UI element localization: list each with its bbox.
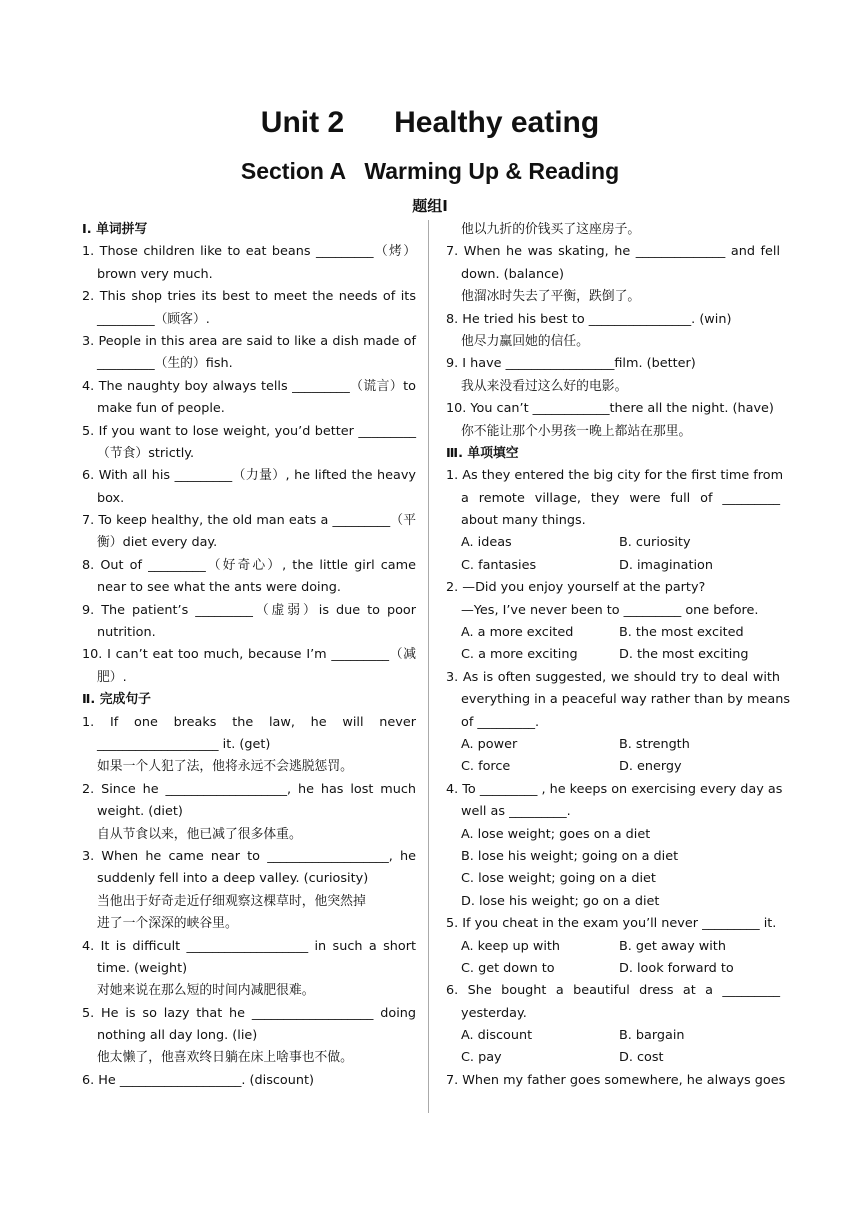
text-line: 他以九折的价钱买了这座房子。 bbox=[461, 222, 641, 237]
text-line: 你不能让那个小男孩一晚上都站在那里。 bbox=[461, 423, 692, 439]
answer-options-row bbox=[446, 622, 780, 644]
text-line: 肥）. bbox=[97, 669, 127, 685]
text-line: 进了一个深深的峡谷里。 bbox=[97, 916, 238, 932]
text-line: 他尽力赢回她的信任。 bbox=[461, 333, 589, 349]
answer-option: D. imagination bbox=[619, 557, 713, 573]
text-line: 2. This shop tries its best to meet the needs of its bbox=[82, 289, 416, 305]
section-heading: Ⅲ. 单项填空 bbox=[446, 445, 519, 461]
text-line: 1. Those children like to eat beans _________（烤） bbox=[82, 244, 416, 260]
text-line: 9. I have _________________film. (better) bbox=[446, 356, 696, 372]
text-line: box. bbox=[97, 490, 125, 506]
answer-option: B. the most excited bbox=[619, 625, 744, 641]
answer-option: A. power bbox=[461, 736, 518, 752]
text-line: 7. When he was skating, he ______________ and fell bbox=[446, 244, 780, 260]
text-line: 5. If you want to lose weight, you’d better _________ bbox=[82, 423, 416, 439]
text-line: 3. As is often suggested, we should try to deal with bbox=[446, 669, 780, 685]
text-line: 7. To keep healthy, the old man eats a _________（平 bbox=[82, 513, 416, 529]
column-divider bbox=[428, 220, 429, 1113]
answer-options-row bbox=[446, 958, 780, 980]
answer-options-row bbox=[446, 936, 780, 958]
text-line: 7. When my father goes somewhere, he always goes bbox=[446, 1072, 786, 1088]
text-line: 8. Out of _________（好奇心）, the little girl came bbox=[82, 557, 416, 573]
answer-option: D. the most exciting bbox=[619, 647, 749, 663]
section-title: Section A Warming Up & Reading bbox=[240, 158, 620, 184]
text-line: near to see what the ants were doing. bbox=[97, 580, 341, 596]
text-line: C. lose weight; going on a diet bbox=[461, 871, 656, 887]
text-line: 2. —Did you enjoy yourself at the party? bbox=[446, 580, 706, 596]
answer-option: C. get down to bbox=[461, 960, 555, 976]
text-line: —Yes, I’ve never been to _________ one before. bbox=[461, 602, 759, 618]
text-line: 8. He tried his best to ________________. (win) bbox=[446, 311, 732, 327]
text-line: well as _________. bbox=[461, 804, 571, 820]
answer-options-row bbox=[446, 532, 780, 554]
text-line: _________（顾客）. bbox=[97, 311, 210, 327]
answer-option: C. pay bbox=[461, 1050, 502, 1066]
right-column bbox=[446, 219, 791, 1092]
answer-option: C. a more exciting bbox=[461, 647, 578, 663]
section-heading: Ⅰ. 单词拼写 bbox=[82, 222, 148, 237]
text-line: 自从节食以来，他已减了很多体重。 bbox=[97, 826, 302, 842]
text-line: 1. As they entered the big city for the first time from bbox=[446, 468, 784, 484]
text-line: 5. He is so lazy that he ___________________ doing bbox=[82, 1005, 416, 1021]
answer-option: B. get away with bbox=[619, 938, 726, 954]
text-line: 6. He ___________________. (discount) bbox=[82, 1072, 314, 1088]
answer-option: B. strength bbox=[619, 736, 690, 752]
text-line: nutrition. bbox=[97, 625, 156, 641]
answer-option: A. keep up with bbox=[461, 938, 561, 954]
text-line: 衡）diet every day. bbox=[97, 535, 218, 551]
answer-option: D. cost bbox=[619, 1050, 664, 1066]
text-line: time. (weight) bbox=[97, 960, 188, 976]
text-line: ___________________ it. (get) bbox=[97, 736, 271, 752]
text-line: D. lose his weight; go on a diet bbox=[461, 893, 660, 909]
text-line: 9. The patient’s _________（虚弱）is due to poor bbox=[82, 602, 416, 618]
text-line: 10. I can’t eat too much, because I’m _________（减 bbox=[82, 647, 416, 663]
text-line: of _________. bbox=[461, 714, 540, 730]
answer-option: B. bargain bbox=[619, 1028, 685, 1044]
text-line: A. lose weight; goes on a diet bbox=[461, 826, 651, 842]
answer-options-row bbox=[446, 734, 780, 756]
text-line: 1. If one breaks the law, he will never bbox=[82, 714, 416, 730]
answer-option: D. look forward to bbox=[619, 960, 734, 976]
text-line: _________（生的）fish. bbox=[97, 356, 233, 372]
text-line: make fun of people. bbox=[97, 401, 225, 417]
text-line: 4. The naughty boy always tells _________（谎言）to bbox=[82, 378, 416, 394]
group-label: 题组Ⅰ bbox=[412, 197, 448, 215]
text-line: 如果一个人犯了法，他将永远不会逃脱惩罚。 bbox=[97, 759, 353, 775]
section-heading: Ⅱ. 完成句子 bbox=[82, 692, 151, 708]
text-line: 他溜冰时失去了平衡，跌倒了。 bbox=[461, 289, 641, 305]
answer-options-row bbox=[446, 1047, 780, 1069]
answer-option: C. force bbox=[461, 759, 511, 775]
answer-option: C. fantasies bbox=[461, 557, 537, 573]
answer-options-row bbox=[446, 644, 780, 666]
text-line: 5. If you cheat in the exam you’ll never _________ it. bbox=[446, 916, 777, 932]
text-line: 10. You can’t ____________there all the night. (have) bbox=[446, 401, 774, 417]
left-column bbox=[82, 219, 416, 1092]
text-line: 当他出于好奇走近仔细观察这棵草时，他突然掉 bbox=[97, 893, 366, 909]
text-line: B. lose his weight; going on a diet bbox=[461, 848, 679, 864]
text-line: 我从来没看过这么好的电影。 bbox=[461, 378, 628, 394]
answer-option: D. energy bbox=[619, 759, 682, 775]
text-line: suddenly fell into a deep valley. (curiosity) bbox=[97, 871, 369, 887]
text-line: 对她来说在那么短的时间内减肥很难。 bbox=[97, 983, 315, 999]
answer-option: A. discount bbox=[461, 1028, 533, 1044]
unit-title: Unit 2 Healthy eating bbox=[260, 106, 600, 139]
text-line: brown very much. bbox=[97, 266, 213, 282]
text-line: down. (balance) bbox=[461, 266, 565, 282]
text-line: 6. With all his _________（力量）, he lifted the heavy bbox=[82, 468, 416, 484]
text-line: weight. (diet) bbox=[97, 804, 183, 820]
text-line: 他太懒了，他喜欢终日躺在床上啥事也不做。 bbox=[97, 1050, 353, 1066]
text-line: 6. She bought a beautiful dress at a _________ bbox=[446, 983, 780, 999]
answer-options-row bbox=[446, 1025, 780, 1047]
text-line: 2. Since he ___________________, he has lost much bbox=[82, 781, 416, 797]
answer-options-row bbox=[446, 756, 780, 778]
text-line: about many things. bbox=[461, 513, 586, 529]
text-line: 3. When he came near to ___________________, he bbox=[82, 848, 416, 864]
text-line: a remote village, they were full of _________ bbox=[461, 490, 780, 506]
text-line: （节食）strictly. bbox=[97, 445, 195, 461]
answer-option: A. ideas bbox=[461, 535, 512, 551]
text-line: 4. To _________ , he keeps on exercising every day as bbox=[446, 781, 783, 797]
text-line: 3. People in this area are said to like a dish made of bbox=[82, 333, 416, 349]
text-line: everything in a peaceful way rather than by means bbox=[461, 692, 791, 708]
text-line: yesterday. bbox=[461, 1005, 527, 1021]
text-line: 4. It is difficult ___________________ in such a short bbox=[82, 938, 416, 954]
text-line: nothing all day long. (lie) bbox=[97, 1028, 258, 1044]
answer-option: B. curiosity bbox=[619, 535, 691, 551]
answer-option: A. a more excited bbox=[461, 625, 574, 641]
answer-options-row bbox=[446, 555, 780, 577]
